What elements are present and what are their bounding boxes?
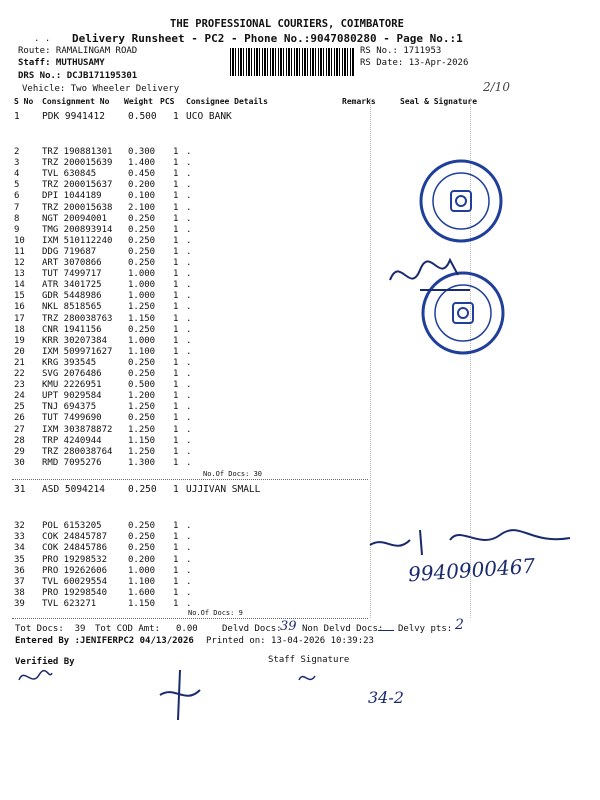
row-consignment: TRP 4240944 [42,435,102,446]
row-pcs: 1 [173,269,179,280]
row-consignment: TRZ 200015638 [42,202,113,213]
row-sno: 26 [14,413,25,424]
row-pcs: 1 [173,543,179,554]
row-consignee: . [186,147,192,157]
col-sno: S No [14,97,34,106]
row-pcs: 1 [173,291,179,302]
row-sno: 16 [14,302,25,313]
row-sno: 29 [14,446,25,457]
table-row [0,147,600,158]
row-consignment: TRZ 280038763 [42,313,113,324]
row-consignee: . [186,565,192,576]
row-consignee: . [186,521,192,531]
table-row [0,336,600,347]
row-sno: 10 [14,235,25,246]
handwritten-phone: 9940900467 [407,553,536,587]
row-consignment: POL 6153205 [42,521,102,531]
row-consignment: KRG 393545 [42,357,97,368]
table-row [0,225,600,236]
column-headers [0,97,600,108]
row-pcs: 1 [173,424,179,435]
row-pcs: 1 [173,435,179,446]
row-sno: 37 [14,577,25,587]
row-sno: 27 [14,424,25,435]
row-consignment: IXM 509971627 [42,346,113,357]
row-weight: 1.150 [128,599,156,610]
row-pcs: 1 [173,169,179,180]
col-seal: Seal & Signature [400,97,478,106]
row-consignee: . [186,380,192,391]
non-delivered-dash [378,630,394,631]
row-sno: 5 [14,180,20,191]
row-consignee: . [186,346,192,357]
row-sno: 35 [14,554,25,565]
non-delivered-docs-label: Non Delvd Docs: [302,624,384,634]
row-sno: 28 [14,435,25,446]
row-weight: 1.000 [128,335,156,346]
row-sno: 14 [14,280,25,291]
row-consignee: . [186,424,192,435]
table-row [0,325,600,336]
row-pcs: 1 [173,446,179,457]
row-consignee: . [186,543,192,554]
row-pcs: 1 [173,346,179,357]
row-consignment: ART 3070866 [42,258,102,268]
row-consignment: TVL 630845 [42,169,97,180]
row-sno: 1 [14,111,20,122]
table-row [0,158,600,169]
row-sno: 22 [14,369,25,379]
header-marks: . . [34,34,51,44]
row-weight: 0.250 [128,235,156,246]
table-row [0,458,600,469]
row-weight: 1.600 [128,588,156,599]
table-row [0,258,600,269]
row-consignment: NKL 8518565 [42,302,102,313]
table-row [0,402,600,413]
row-consignee: UCO BANK [186,111,232,122]
handwritten-count: 34-2 [368,688,404,707]
row-consignee: . [186,313,192,324]
row-weight: 1.100 [128,346,156,357]
row-sno: 23 [14,380,25,391]
row-pcs: 1 [173,246,179,257]
row-consignee: . [186,302,192,313]
row-pcs: 1 [173,235,179,246]
row-consignee: . [186,324,192,335]
row-sno: 15 [14,291,25,302]
row-consignment: TRZ 200015637 [42,180,113,191]
col-weight: Weight [124,97,153,106]
row-weight: 1.250 [128,402,156,413]
row-sno: 18 [14,324,25,335]
row-weight: 0.250 [128,413,156,424]
row-consignee: . [186,446,192,457]
row-weight: 0.300 [128,147,156,157]
row-pcs: 1 [173,369,179,379]
row-pcs: 1 [173,213,179,224]
row-sno: 19 [14,335,25,346]
row-pcs: 1 [173,484,179,495]
row-pcs: 1 [173,258,179,268]
total-docs: Tot Docs: 39 [15,624,86,634]
row-consignee: . [186,224,192,235]
row-consignee: . [186,280,192,291]
row-sno: 25 [14,402,25,413]
row-sno: 30 [14,457,25,468]
row-sno: 17 [14,313,25,324]
table-row [0,314,600,325]
row-pcs: 1 [173,380,179,391]
rs-number: RS No.: 1711953 [360,46,442,56]
row-consignee: . [186,202,192,213]
row-consignment: CNR 1941156 [42,324,102,335]
table-row [0,169,600,180]
row-consignee: . [186,158,192,169]
row-weight: 1.000 [128,291,156,302]
row-weight: 1.000 [128,269,156,280]
table-row [0,280,600,291]
row-weight: 0.250 [128,224,156,235]
row-pcs: 1 [173,313,179,324]
row-consignment: PDK 9941412 [42,111,105,122]
row-consignee: . [186,413,192,424]
row-consignee: . [186,258,192,268]
row-pcs: 1 [173,402,179,413]
row-weight: 0.500 [128,111,157,122]
row-pcs: 1 [173,302,179,313]
row-consignment: TUT 7499717 [42,269,102,280]
row-weight: 0.250 [128,532,156,543]
col-consignment: Consignment No [42,97,110,106]
row-weight: 1.250 [128,424,156,435]
row-pcs: 1 [173,180,179,191]
row-pcs: 1 [173,599,179,610]
entered-by: Entered By :JENIFERPC2 04/13/2026 [15,636,194,646]
row-pcs: 1 [173,532,179,543]
row-weight: 1.250 [128,302,156,313]
row-consignee: . [186,435,192,446]
row-pcs: 1 [173,324,179,335]
row-consignment: KMU 2226951 [42,380,102,391]
table-row [0,269,600,280]
table-row [0,391,600,402]
row-pcs: 1 [173,577,179,587]
row-consignment: KRR 30207384 [42,335,108,346]
row-consignee: . [186,588,192,599]
row-weight: 0.250 [128,357,156,368]
row-consignment: COK 24845787 [42,532,108,543]
row-weight: 0.250 [128,324,156,335]
row-sno: 12 [14,258,25,268]
row-consignee: . [186,391,192,402]
delivery-points-handwritten: 2 [455,617,464,633]
row-consignment: TRZ 200015639 [42,158,113,169]
runsheet-title: Delivery Runsheet - PC2 - Phone No.:9047080280 - Page No.:1 [72,32,463,45]
row-consignment: ATR 3401725 [42,280,102,291]
row-weight: 2.100 [128,202,156,213]
row-consignment: PRO 19298532 [42,554,108,565]
group2-doc-count: No.Of Docs: 9 [188,609,243,617]
row-consignment: SVG 2076486 [42,369,102,379]
company-title: THE PROFESSIONAL COURIERS, COIMBATORE [170,18,404,30]
row-pcs: 1 [173,335,179,346]
staff-signature-label: Staff Signature [268,655,350,665]
row-pcs: 1 [173,391,179,402]
route-label: Route: RAMALINGAM ROAD [18,46,138,56]
row-weight: 1.250 [128,446,156,457]
row-consignee: . [186,213,192,224]
row-weight: 1.150 [128,435,156,446]
row-weight: 1.300 [128,457,156,468]
row-pcs: 1 [173,202,179,213]
row-consignment: IXM 303878872 [42,424,113,435]
divider [12,479,368,480]
table-row [0,247,600,258]
row-sno: 7 [14,202,20,213]
row-sno: 38 [14,588,25,599]
row-consignment: DPI 1044189 [42,191,102,202]
table-row [0,191,600,202]
row-consignee: . [186,191,192,202]
table-row [0,203,600,214]
row-sno: 31 [14,484,26,495]
row-consignment: PRO 19262606 [42,565,108,576]
delivered-docs-label: Delvd Docs: [222,624,282,634]
row-weight: 0.250 [128,246,156,257]
row-sno: 20 [14,346,25,357]
row-pcs: 1 [173,413,179,424]
row-weight: 0.250 [128,543,156,554]
staff-label: Staff: MUTHUSAMY [18,58,105,68]
row-consignment: TUT 7499690 [42,413,102,424]
row-weight: 0.450 [128,169,156,180]
total-cod-label: Tot COD Amt: [95,624,161,634]
row-weight: 1.400 [128,158,156,169]
row-sno: 21 [14,357,25,368]
row-pcs: 1 [173,565,179,576]
row-consignment: TRZ 190881301 [42,147,113,157]
row-consignment: IXM 510112240 [42,235,113,246]
row-consignee: . [186,180,192,191]
row-consignee: . [186,335,192,346]
row-consignee: UJJIVAN SMALL [186,484,261,495]
row-sno: 36 [14,565,25,576]
row-sno: 11 [14,246,25,257]
row-consignee: . [186,457,192,468]
row-consignment: DDG 719687 [42,246,97,257]
handwritten-page-mark: 2/10 [483,80,510,94]
row-pcs: 1 [173,111,179,122]
table-row [0,369,600,380]
col-remarks: Remarks [342,97,376,106]
col-pcs: PCS [160,97,175,106]
row-pcs: 1 [173,158,179,169]
row-consignee: . [186,554,192,565]
table-row [0,347,600,358]
row-consignment: PRO 19298540 [42,588,108,599]
row-consignee: . [186,291,192,302]
row-weight: 0.200 [128,180,156,191]
row-sno: 9 [14,224,20,235]
row-consignee: . [186,169,192,180]
table-row [0,436,600,447]
table-row [0,236,600,247]
row-pcs: 1 [173,554,179,565]
row-sno: 39 [14,599,25,610]
row-weight: 0.250 [128,213,156,224]
table-row [0,413,600,424]
row-weight: 0.200 [128,554,156,565]
row-consignee: . [186,235,192,246]
table-row [0,380,600,391]
row-pcs: 1 [173,191,179,202]
delivery-points-label: Delvy pts: [398,624,453,634]
table-row [0,447,600,458]
row-weight: 0.250 [128,521,156,531]
row-consignment: NGT 20094001 [42,213,108,224]
row-sno: 13 [14,269,25,280]
table-row [0,291,600,302]
row-consignment: TVL 623271 [42,599,97,610]
row-consignee: . [186,269,192,280]
row-consignee: . [186,402,192,413]
row-sno: 24 [14,391,25,402]
row-consignee: . [186,357,192,368]
divider [12,618,368,619]
table-row [0,302,600,313]
row-consignment: TMG 200893914 [42,224,113,235]
row-sno: 2 [14,147,20,157]
row-sno: 6 [14,191,20,202]
row-weight: 1.000 [128,280,156,291]
row-consignment: TNJ 694375 [42,402,97,413]
row-sno: 33 [14,532,25,543]
drs-number: DRS No.: DCJB171195301 [18,71,138,81]
row-consignment: ASD 5094214 [42,484,105,495]
row-consignee: . [186,532,192,543]
row-pcs: 1 [173,521,179,531]
row-weight: 0.250 [128,258,156,268]
table-row [0,111,600,122]
row-sno: 34 [14,543,25,554]
row-weight: 0.250 [128,484,157,495]
row-pcs: 1 [173,280,179,291]
rs-date: RS Date: 13-Apr-2026 [360,58,469,68]
row-weight: 1.000 [128,565,156,576]
row-weight: 0.100 [128,191,156,202]
row-pcs: 1 [173,457,179,468]
group1-doc-count: No.Of Docs: 30 [203,470,263,478]
row-weight: 1.200 [128,391,156,402]
table-row [0,180,600,191]
row-consignee: . [186,369,192,379]
vehicle-label: Vehicle: Two Wheeler Delivery [22,84,180,94]
row-consignment: UPT 9029584 [42,391,102,402]
row-sno: 3 [14,158,20,169]
table-row [0,358,600,369]
row-sno: 8 [14,213,20,224]
barcode [230,48,355,76]
row-consignment: TVL 60029554 [42,577,108,587]
total-cod-value: 0.00 [176,624,198,634]
row-consignment: GDR 5448986 [42,291,102,302]
row-weight: 0.500 [128,380,156,391]
table-row [0,484,600,495]
verified-by: Verified By [15,657,75,667]
table-row [0,599,600,610]
row-weight: 1.150 [128,313,156,324]
table-row [0,425,600,436]
row-consignee: . [186,599,192,610]
row-consignee: . [186,577,192,587]
row-weight: 1.100 [128,577,156,587]
row-consignment: RMD 7095276 [42,457,102,468]
printed-on: Printed on: 13-04-2026 10:39:23 [206,636,374,646]
delivered-docs-handwritten: 39 [280,619,297,634]
row-pcs: 1 [173,224,179,235]
col-consignee: Consignee Details [186,97,268,106]
row-sno: 4 [14,169,20,180]
row-weight: 0.250 [128,369,156,379]
row-pcs: 1 [173,588,179,599]
row-consignee: . [186,246,192,257]
table-row [0,214,600,225]
row-consignment: TRZ 280038764 [42,446,113,457]
row-pcs: 1 [173,147,179,157]
row-pcs: 1 [173,357,179,368]
row-consignment: COK 24845786 [42,543,108,554]
row-sno: 32 [14,521,25,531]
